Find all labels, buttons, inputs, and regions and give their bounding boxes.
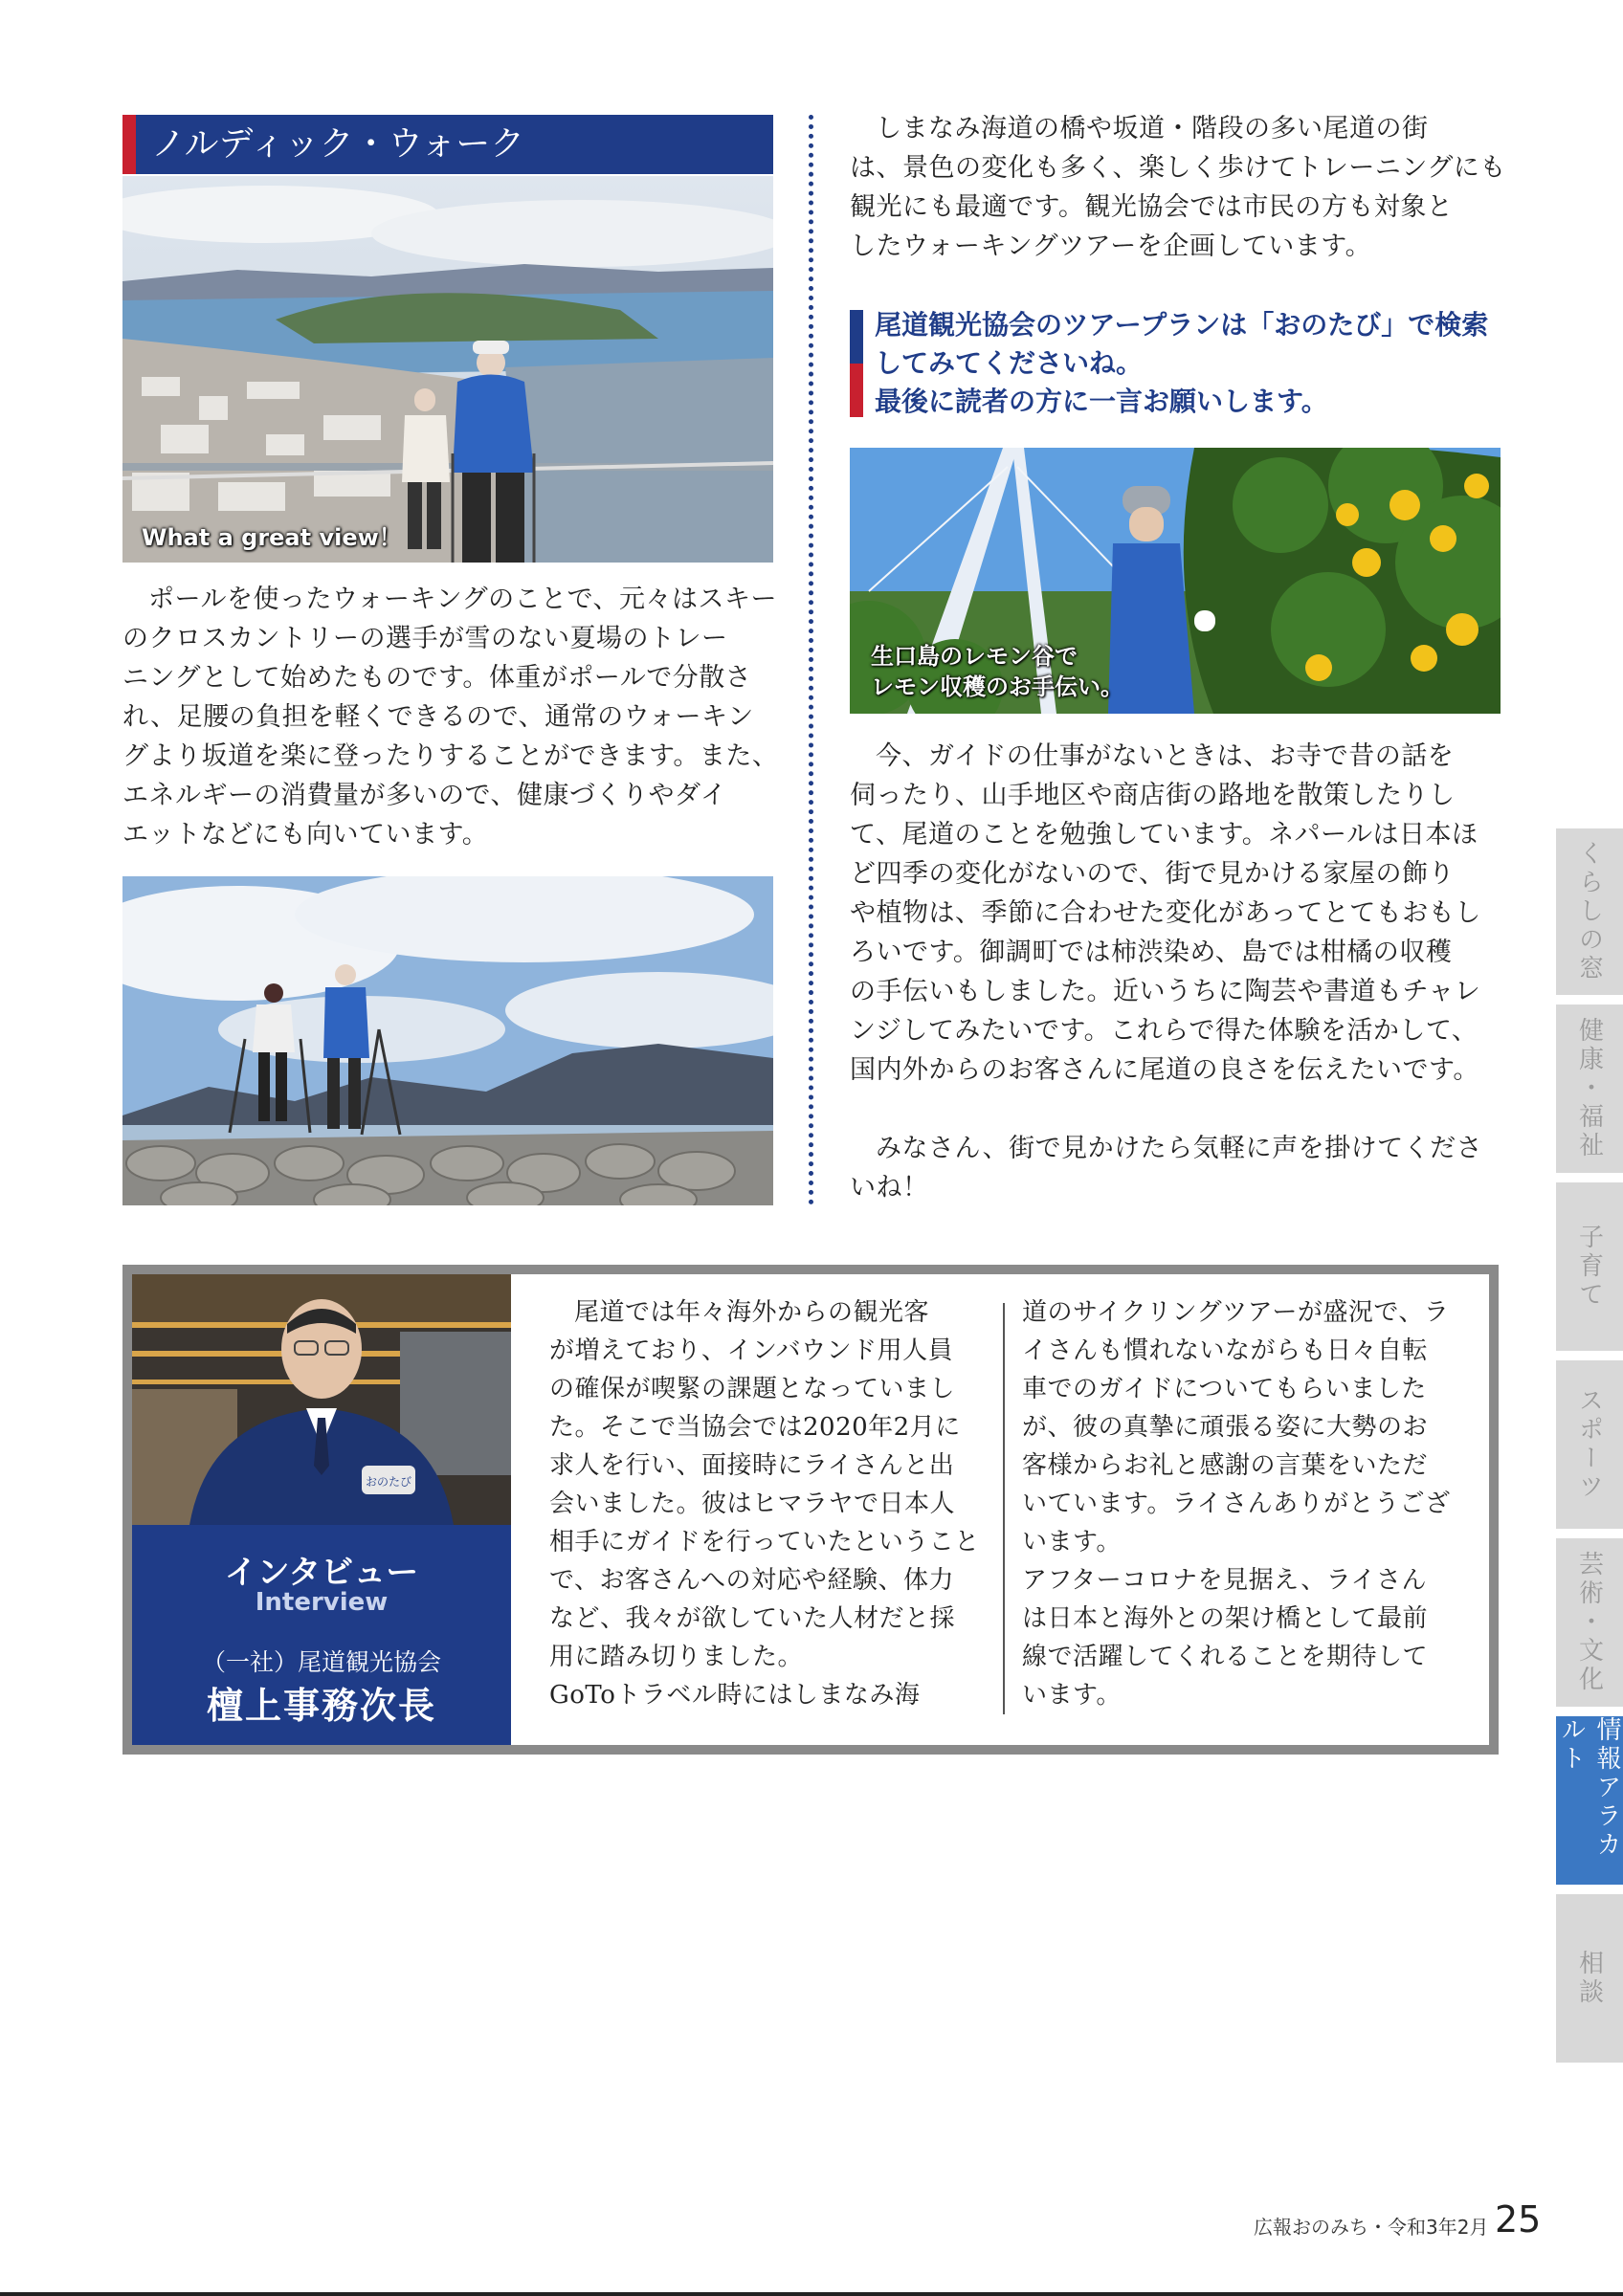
nordic-walk-photo-seaside — [122, 876, 773, 1205]
column-divider — [809, 115, 813, 1205]
side-tab-label: 健康・福祉 — [1574, 1017, 1604, 1160]
side-tab-label: スポーツ — [1574, 1387, 1604, 1502]
side-tab-kurashi[interactable] — [1556, 828, 1623, 995]
question-accent-bar — [850, 310, 863, 417]
closing-message — [850, 1129, 1510, 1207]
side-tab-label: くらしの窓 — [1574, 840, 1604, 983]
walking-tour-intro — [850, 109, 1510, 266]
lemon-harvest-photo — [850, 448, 1501, 714]
nordic-walk-paragraph: ポールを使ったウォーキングのことで、元々はスキー のクロスカントリーの選手が雪のない夏場のトレー ニングとして始めたものです。体重がポールで分散さ れ、足腰の負担を軽くできるので、通常のウォーキン グより坂道を楽に登ったりすることができます。また、 エネルギーの消費量が多いので、健康づくりやダイ エットなどにも向いています。 — [122, 585, 779, 850]
interview-question — [850, 306, 1501, 419]
interview-box — [122, 1265, 1499, 1755]
jacket-logo-text: おのたび — [365, 1475, 412, 1489]
interview-box-inner — [132, 1274, 1489, 1745]
side-tab-arts-culture[interactable] — [1556, 1538, 1623, 1707]
side-tab-childcare[interactable] — [1556, 1182, 1623, 1351]
question-text: 尾道観光協会のツアープランは「おのたび」で検索 してみてくださいね。 最後に読者の方に一言お願いします。 — [875, 309, 1489, 417]
interviewee-name: 檀上事務次長 — [206, 1685, 436, 1727]
side-tab-info-alacarte[interactable] — [1556, 1716, 1623, 1885]
nordic-walk-photo-overlook — [122, 176, 773, 563]
interviewee-organization: （一社）尾道観光協会 — [201, 1648, 441, 1676]
photo-caption-lemon: 生口島のレモン谷で レモン収穫のお手伝い。 — [871, 643, 1123, 700]
side-tab-health-welfare[interactable] — [1556, 1004, 1623, 1173]
side-tab-label: 相談 — [1574, 1950, 1604, 2007]
interview-column-divider — [1003, 1303, 1005, 1714]
interviewee-panel — [132, 1525, 511, 1745]
interview-column-2: 道のサイクリングツアーが盛況で、ラ イさんも慣れないながらも日々自転 車でのガイドについてもらいました が、彼の真摯に頑張る姿に大勢のお 客様からお礼と感謝の言葉をいただ いています。ライさんありがとうござ います。 アフターコロナを見据え、ライさん は日本と海外との架け橋として最前 線で活躍してくれることを期待して います。 — [1022, 1298, 1451, 1710]
guide-answer — [850, 737, 1510, 1090]
side-tab-label: 芸術・文化 — [1574, 1551, 1604, 1694]
side-tab-sports[interactable] — [1556, 1360, 1623, 1529]
page-number: 25 — [1495, 2198, 1542, 2241]
side-tab-label: 子育て — [1574, 1224, 1604, 1310]
section-heading — [122, 115, 773, 174]
interview-subtitle: Interview — [255, 1588, 389, 1617]
page-bottom-rule — [0, 2292, 1623, 2296]
interview-column-1: 尾道では年々海外からの観光客 が増えており、インバウンド用人員 の確保が喫緊の課題となっていまし た。そこで当協会では2020年2月に 求人を行い、面接時にライさんと出 会いました。彼はヒマラヤで日本人 相手にガイドを行っていたということ で、お客さんへの対応や経験、体力 など、我々が欲していた人材だと採 用に踏み切りました。 GoToトラベル時にはしまなみ海 — [549, 1298, 980, 1710]
side-tab-label: 情報アラカルト — [1557, 1716, 1621, 1860]
side-tab-consultation[interactable] — [1556, 1894, 1623, 2063]
photo-caption-view: What a great view！ — [142, 524, 402, 551]
walking-tour-intro-text: しまなみ海道の橋や坂道・階段の多い尾道の街 は、景色の変化も多く、楽しく歩けてトレーニングにも 観光にも最適です。観光協会では市民の方も対象と したウォーキングツアーを企画しています。 — [850, 114, 1506, 261]
interview-title: インタビュー — [224, 1554, 419, 1592]
interviewee-photo — [132, 1274, 511, 1525]
footer-publication: 広報おのみち・令和3年2月 — [1254, 2216, 1489, 2239]
nordic-walk-description — [122, 580, 783, 854]
guide-answer-text: 今、ガイドの仕事がないときは、お寺で昔の話を 伺ったり、山手地区や商店街の路地を散策したりし て、尾道のことを勉強しています。ネパールは日本ほ ど四季の変化がないので、街で見かける家屋の飾り や植物は、季節に合わせた変化があってとてもおもし ろいです。御調町では柿渋染め、島では柑橘の収穫 の手伝いもしました。近いうちに陶芸や書道もチャレ ンジしてみたいです。これらで得た体験を活かして、 国内外からのお客さんに尾道の良さを伝えたいです。 — [850, 741, 1481, 1085]
section-heading-text: ノルディック・ウォーク — [151, 124, 525, 164]
closing-message-text: みなさん、街で見かけたら気軽に声を掛けてくださ いね！ — [850, 1134, 1483, 1203]
